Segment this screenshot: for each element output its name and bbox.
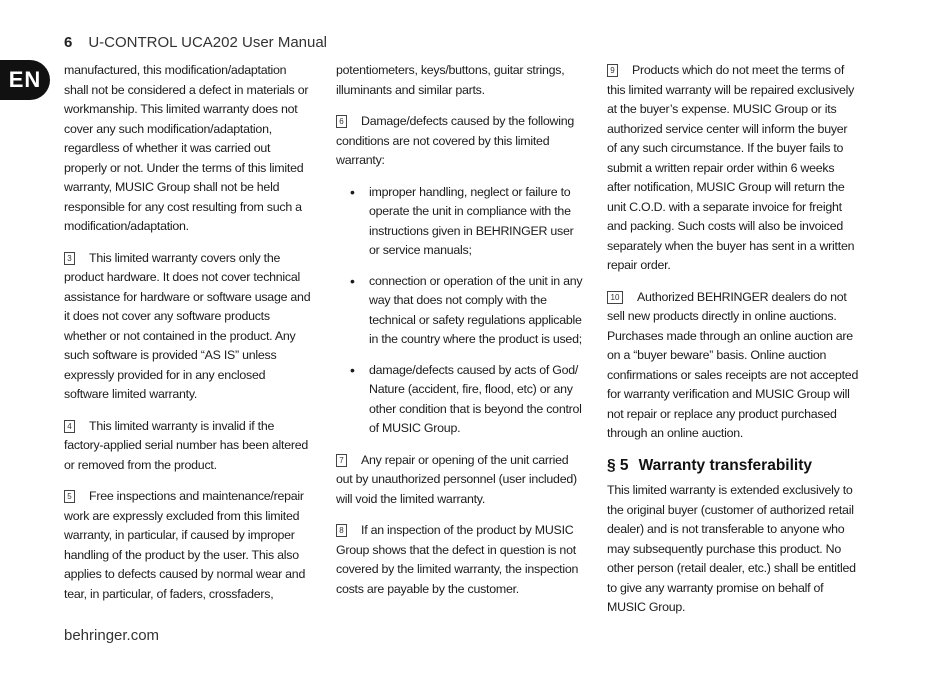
- page-header: [64, 34, 327, 51]
- paragraph-3-text: This limited warranty covers only the product hardware. It does not cover technical assistance for hardware or software usage and it does not cover any software products whether or not contained in the product. Any such software is provided “AS IS” unless expressly provided for in any enclosed software limited warranty.: [64, 250, 311, 401]
- paragraph-number-6: 6: [336, 115, 347, 128]
- paragraph-number-9: 9: [607, 64, 618, 77]
- paragraph-3: [64, 249, 312, 405]
- paragraph-number-7: 7: [336, 454, 347, 467]
- paragraph-4-text: This limited warranty is invalid if the factory-applied serial number has been altered or removed from the product.: [64, 418, 309, 472]
- paragraph-9-text: Products which do not meet the terms of this limited warranty will be repaired exclusively at the buyer’s expense. MUSIC Group or its authorized service center will inform the buyer of any such circumstance. If the buyer fails to submit a written repair order within 6 weeks after notification, MUSIC Group will return the unit C.O.D. with a separate invoice for freight and packing. Such costs will also be invoiced separately when the buyer has sent in a written repair order.: [607, 63, 855, 272]
- paragraph-9: [607, 61, 859, 276]
- paragraph-7: [336, 451, 584, 510]
- paragraph-10-text: Authorized BEHRINGER dealers do not sell new products directly in online auctions. Purchases made through an online auction are on a “buyer beware” basis. Online auction confirmations or sales receipts are not accepted for warranty verification and MUSIC Group will not repair or replace any product purchased through an online auction.: [607, 289, 859, 440]
- section-paragraph: This limited warranty is extended exclusively to the original buyer (customer of authorized retail dealer) and is not transferable to anyone who may subsequently purchase this product. No other person (retail dealer, etc.) shall be entitled to give any warranty promise on behalf of MUSIC Group.: [607, 483, 856, 614]
- list-item: [350, 272, 584, 350]
- paragraph-number-3: 3: [64, 252, 75, 265]
- paragraph-6-text: Damage/defects caused by the following conditions are not covered by this limited warranty:: [336, 114, 574, 167]
- section-number: § 5: [607, 456, 629, 474]
- list-item-text: connection or operation of the unit in any way that does not comply with the technical or safety regulations applicable in the country where the product is used;: [369, 273, 583, 346]
- paragraph-5-text: Free inspections and maintenance/repair work are expressly excluded from this limited warranty, in particular, if caused by improper handling of the product by the user. This also applies to defects caused by normal wear and tear, in particular, of faders, crossfaders,: [64, 489, 306, 601]
- paragraph-7-text: Any repair or opening of the unit carried out by unauthorized personnel (user included) will void the limited warranty.: [336, 452, 577, 506]
- bullet-icon: •: [350, 183, 355, 200]
- column-1: [64, 61, 312, 616]
- page-number: 6: [64, 34, 73, 51]
- paragraph-4: [64, 417, 312, 476]
- section-heading: [607, 456, 859, 476]
- paragraph-8: [336, 521, 584, 599]
- paragraph-5-continued: potentiometers, keys/buttons, guitar strings, illuminants and similar parts.: [336, 63, 565, 97]
- paragraph-number-10: 10: [607, 291, 623, 304]
- language-tab: EN: [0, 60, 50, 100]
- paragraph-number-5: 5: [64, 490, 75, 503]
- list-item-text: improper handling, neglect or failure to operate the unit in compliance with the instructions given in BEHRINGER user or service manuals;: [369, 184, 574, 257]
- paragraph-number-8: 8: [336, 524, 347, 537]
- paragraph-8-text: If an inspection of the product by MUSIC Group shows that the defect in question is not covered by the limited warranty, the inspection costs are payable by the customer.: [336, 523, 579, 596]
- bullet-icon: •: [350, 272, 355, 289]
- paragraph-6: [336, 112, 584, 171]
- list-item-text: damage/defects caused by acts of God/ Nature (accident, fire, flood, etc) or any other condition that is beyond the control of MUSIC Group.: [369, 362, 582, 435]
- paragraph-continued: manufactured, this modification/adaptation shall not be considered a defect in materials or workmanship. This limited warranty does not cover any such modification/adaptation, regardless of whether it was carried out properly or not. Under the terms of this limited warranty, MUSIC Group shall not be held responsible for any cost resulting from such a modification/adaptation.: [64, 63, 309, 233]
- list-item: [350, 361, 584, 439]
- paragraph-5: [64, 487, 312, 604]
- column-2: [336, 61, 584, 611]
- conditions-list: [336, 183, 584, 439]
- paragraph-number-4: 4: [64, 420, 75, 433]
- manual-title: U-CONTROL UCA202 User Manual: [88, 34, 328, 51]
- column-3: [607, 61, 859, 630]
- list-item: [350, 183, 584, 261]
- paragraph-10: [607, 288, 859, 444]
- website-footer: behringer.com: [64, 627, 160, 644]
- bullet-icon: •: [350, 361, 355, 378]
- section-title: Warranty transferability: [638, 456, 812, 474]
